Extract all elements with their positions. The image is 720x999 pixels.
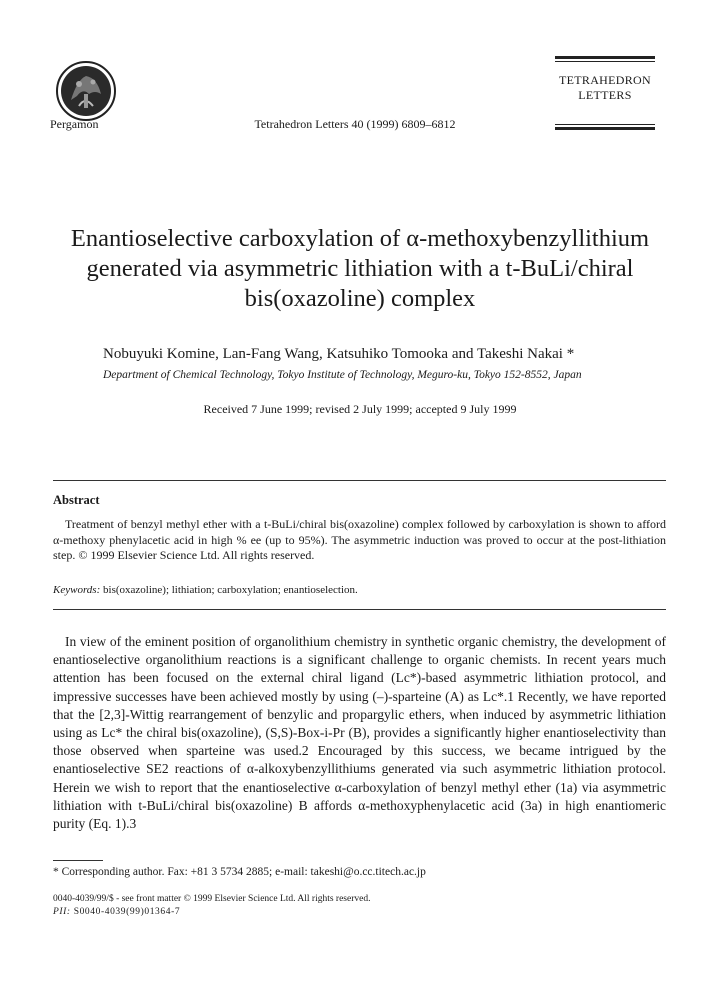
keywords-label: Keywords: [53,584,101,596]
corresponding-author-footnote: * Corresponding author. Fax: +81 3 5734 2885; e-mail: takeshi@o.cc.titech.ac.jp [53,866,426,878]
body-paragraph: In view of the eminent position of organolithium chemistry in synthetic organic chemistry, the development of enantioselective organolithium reactions is a significant challenge to organic chemists. In recent years much attention has been focused on the external chiral ligand (Lc*)-based asymmetric lithiation protocol, and impressive successes have been achieved mostly by using (–)-sparteine (A) as Lc*.1 Recently, we have reported that the [2,3]-Wittig rearrangement of benzylic and propargylic ethers, when induced by asymmetric lithiation using as Lc* the chiral bis(oxazoline), (S,S)-Box-i-Pr (B), provides a significantly higher enantioselectivity than those observed when sparteine was used.2 Encouraged by this success, we became intrigued by the enantioselective SE2 reactions of α-alkoxybenzyllithiums generated via such asymmetric lithiation protocol. Herein we wish to report that the enantioselective α-carboxylation of benzyl methyl ether (1a) via asymmetric lithiation with t-BuLi/chiral bis(oxazoline) B affords α-methoxyphenylacetic acid (3a) in high enantiomeric purity (Eq. 1).3 [53,634,666,832]
footnote-rule [53,860,103,861]
masthead-rule-bottom [555,124,655,130]
pii-label: PII: [53,907,71,917]
journal-name-line1: TETRAHEDRON [559,73,651,87]
elsevier-tree-logo-icon [55,60,117,122]
abstract-heading: Abstract [53,493,100,507]
received-dates: Received 7 June 1999; revised 2 July 1999; accepted 9 July 1999 [203,402,517,416]
body-text [53,633,666,833]
divider-top [53,480,666,481]
publisher-name: Pergamon [50,117,99,131]
journal-name-line2: LETTERS [578,88,632,102]
masthead-rule-top-thin [555,61,655,62]
author-affiliation: Department of Chemical Technology, Tokyo Institute of Technology, Meguro-ku, Tokyo 152-8552, Japan [103,369,582,381]
keywords-line [53,583,358,597]
pii-line [53,906,180,919]
journal-citation: Tetrahedron Letters 40 (1999) 6809–6812 [254,117,456,131]
journal-masthead [555,56,655,103]
abstract-body [53,517,666,564]
copyright-line: 0040-4039/99/$ - see front matter © 1999 Elsevier Science Ltd. All rights reserved. [53,894,371,904]
keywords-list: bis(oxazoline); lithiation; carboxylation; enantioselection. [103,584,358,596]
abstract-text: Treatment of benzyl methyl ether with a t-BuLi/chiral bis(oxazoline) complex followed by carboxylation is shown to afford α-methoxy phenylacetic acid in high % ee (up to 95%). The asymmetric induction was proved to occur at the post-lithiation step. © 1999 Elsevier Science Ltd. All rights reserved. [53,517,666,562]
divider-bottom [53,609,666,610]
journal-name [555,73,655,103]
masthead-rule-top [555,56,655,59]
article-title: Enantioselective carboxylation of α-methoxybenzyllithium generated via asymmetric lithiation with a t-BuLi/chiral bis(oxazoline) complex [70,225,650,312]
article-authors: Nobuyuki Komine, Lan-Fang Wang, Katsuhiko Tomooka and Takeshi Nakai * [103,346,575,362]
pii-value: S0040-4039(99)01364-7 [73,907,181,917]
